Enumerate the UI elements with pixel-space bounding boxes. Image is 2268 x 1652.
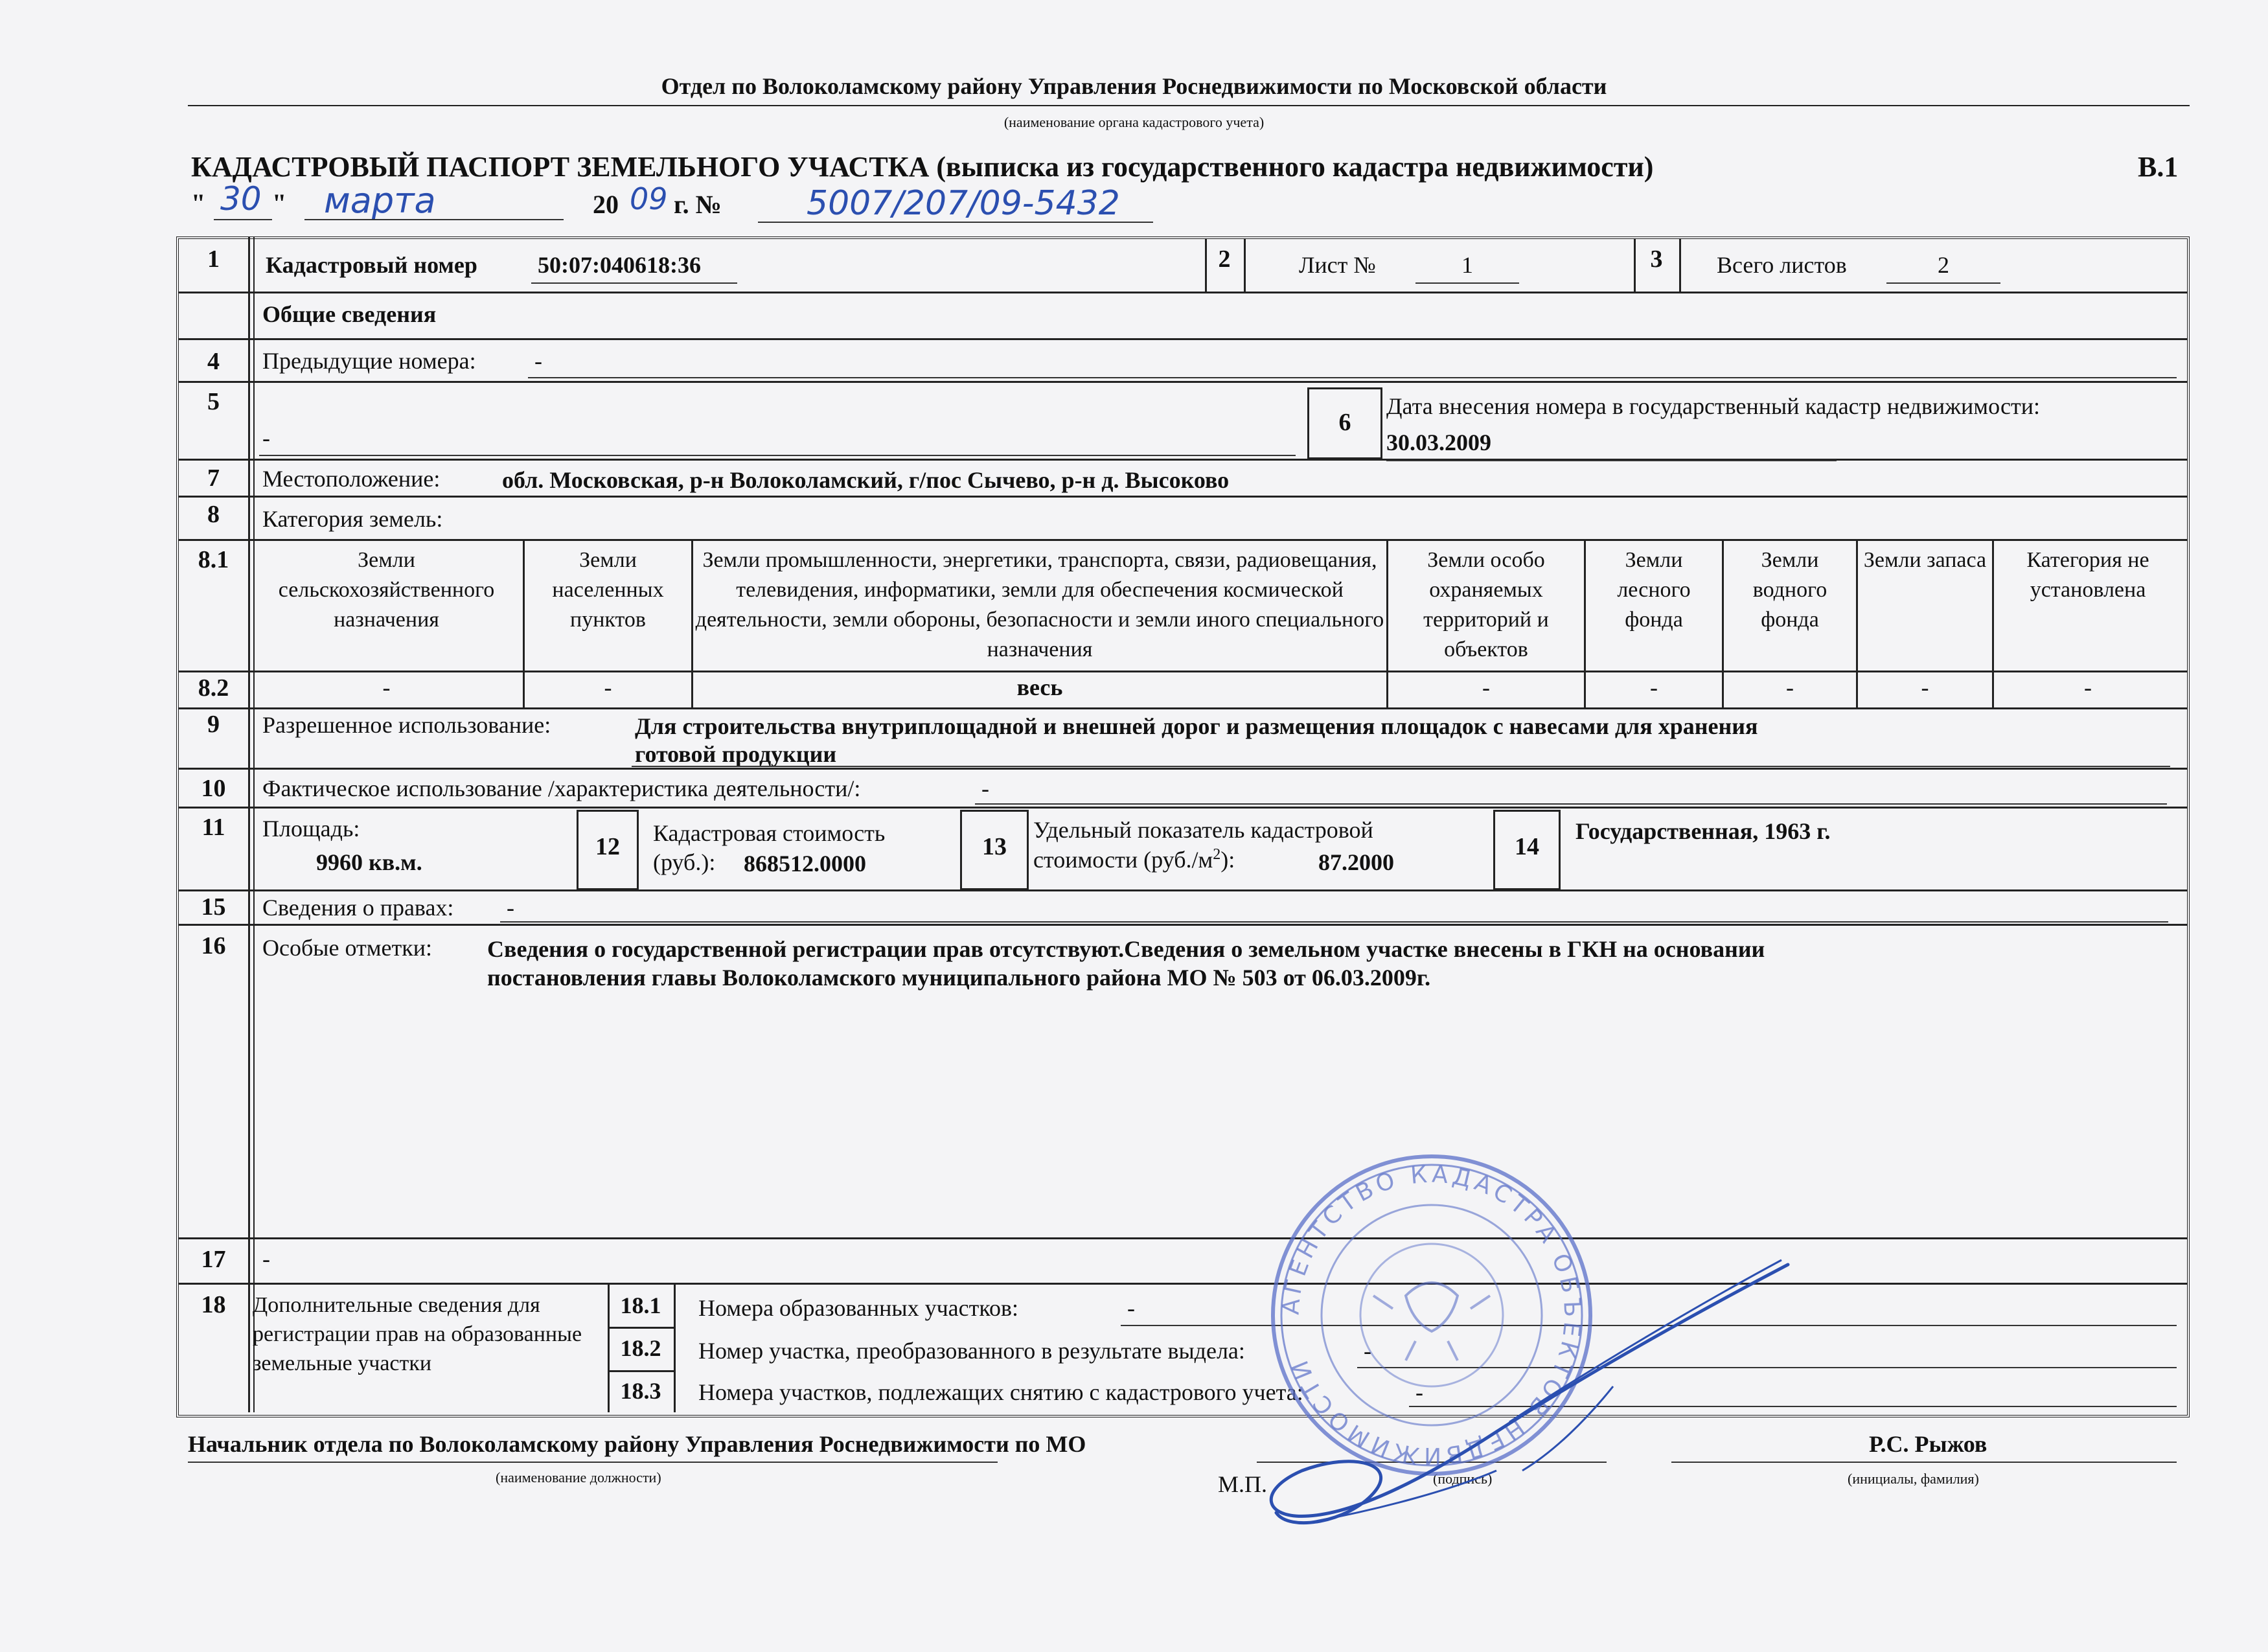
row-11-num: 11 xyxy=(201,814,225,841)
transformed-plot-value: - xyxy=(1364,1338,1371,1364)
row-8-num: 8 xyxy=(207,501,220,528)
row-4-num: 4 xyxy=(207,348,220,375)
category-water: Земли водного фонда xyxy=(1752,548,1827,632)
specific-value-label-1: Удельный показатель кадастровой xyxy=(1033,817,1373,843)
deregistered-plots-value: - xyxy=(1415,1379,1423,1405)
row-14-num: 14 xyxy=(1515,833,1539,860)
row-2-num: 2 xyxy=(1218,246,1231,273)
land-category-label: Категория земель: xyxy=(262,506,443,532)
category-protected: Земли особо охраняемых территорий и объектов xyxy=(1423,548,1549,661)
category-reserve: Земли запаса xyxy=(1863,548,1987,572)
date-year: 09 xyxy=(630,181,668,216)
document-title: КАДАСТРОВЫЙ ПАСПОРТ ЗЕМЕЛЬНОГО УЧАСТКА (выписка из государственного кадастра недвижимости) xyxy=(191,151,1654,183)
cadastral-value-label-2: (руб.): xyxy=(653,849,716,875)
value-not-set: - xyxy=(2084,674,2092,700)
cadastral-authority-name: Отдел по Волоколамскому району Управления Роснедвижимости по Московской области xyxy=(661,73,1607,99)
row-5-value: - xyxy=(262,425,270,451)
row-10-num: 10 xyxy=(201,775,226,802)
row-18-3-num: 18.3 xyxy=(620,1378,661,1404)
row-8-1-num: 8.1 xyxy=(198,546,229,573)
value-forest: - xyxy=(1650,674,1658,700)
row-8-2-num: 8.2 xyxy=(198,674,229,702)
date-month: марта xyxy=(324,180,436,221)
specific-value: 87.2000 xyxy=(1318,849,1394,875)
date-year-prefix: 20 xyxy=(593,190,619,219)
date-day: 30 xyxy=(220,180,262,218)
row-18-num: 18 xyxy=(201,1291,226,1318)
svg-text:АГЕНТСТВО КАДАСТРА ОБЪЕКТОВ НЕ: АГЕНТСТВО КАДАСТРА ОБЪЕКТОВ НЕДВИЖИМОСТИ xyxy=(1277,1161,1586,1469)
permitted-use-line-1: Для строительства внутриплощадной и внешней дорог и размещения площадок с навесами для хранения xyxy=(635,713,1758,739)
signature-icon xyxy=(1250,1257,1820,1555)
signatory-name: Р.С. Рыжов xyxy=(1869,1431,1987,1457)
row-16-num: 16 xyxy=(201,932,226,959)
category-settlements: Земли населенных пунктов xyxy=(552,548,664,632)
additional-info-label: Дополнительные сведения для регистрации прав на образованные земельные участки xyxy=(253,1293,582,1375)
permitted-use-label: Разрешенное использование: xyxy=(262,712,551,738)
row-18-2-num: 18.2 xyxy=(620,1335,661,1361)
actual-use-value: - xyxy=(981,775,989,801)
form-code: В.1 xyxy=(2138,151,2179,183)
row-13-num: 13 xyxy=(982,833,1007,860)
value-industrial: весь xyxy=(1016,674,1063,700)
cadastral-number-label: Кадастровый номер xyxy=(266,252,477,278)
date-close-quote: " xyxy=(272,189,287,218)
location-value: обл. Московская, р-н Волоколамский, г/пос Сычево, р-н д. Высоково xyxy=(502,467,1230,493)
row-17-num: 17 xyxy=(201,1246,226,1273)
sheet-number-value: 1 xyxy=(1461,252,1473,278)
row-7-num: 7 xyxy=(207,465,220,492)
special-notes-label: Особые отметки: xyxy=(262,935,432,961)
special-notes-line-2: постановления главы Волоколамского муниципального района МО № 503 от 06.03.2009г. xyxy=(487,965,1431,991)
formed-plots-value: - xyxy=(1127,1295,1135,1321)
previous-numbers-label: Предыдущие номера: xyxy=(262,348,476,374)
transformed-plot-label: Номер участка, преобразованного в результате выдела: xyxy=(698,1338,1245,1364)
value-water: - xyxy=(1786,674,1794,700)
total-sheets-value: 2 xyxy=(1938,252,1949,278)
specific-value-label-2: стоимости $(руб./м^2)$: xyxy=(1033,846,1235,873)
cadastral-value: 868512.0000 xyxy=(744,851,866,877)
special-notes-line-1: Сведения о государственной регистрации прав отсутствуют.Сведения о земельном участке внесены в ГКН на основании xyxy=(487,936,1765,962)
row-18-1-num: 18.1 xyxy=(620,1292,661,1318)
total-sheets-label: Всего листов xyxy=(1717,252,1847,278)
signature-caption: (подпись) xyxy=(1433,1471,1493,1487)
location-label: Местоположение: xyxy=(262,466,441,492)
category-forest: Земли лесного фонда xyxy=(1617,548,1691,632)
general-info-heading: Общие сведения xyxy=(262,301,437,327)
category-agricultural: Земли сельскохозяйственного назначения xyxy=(278,548,495,632)
actual-use-label: Фактическое использование /характеристика деятельности/: xyxy=(262,775,861,801)
row-3-num: 3 xyxy=(1650,246,1663,273)
area-label: Площадь: xyxy=(262,816,360,842)
authority-underline xyxy=(188,105,2190,106)
sheet-number-label: Лист № xyxy=(1299,252,1376,278)
authority-caption: (наименование органа кадастрового учета) xyxy=(1003,114,1265,130)
formed-plots-label: Номера образованных участков: xyxy=(698,1295,1019,1321)
value-protected: - xyxy=(1482,674,1490,700)
date-open-quote: " xyxy=(191,189,206,218)
row-6-num: 6 xyxy=(1338,409,1351,436)
row-1-num: 1 xyxy=(207,246,220,273)
position-caption: (наименование должности) xyxy=(496,1469,661,1486)
value-settlements: - xyxy=(604,674,612,700)
row-12-num: 12 xyxy=(595,833,620,860)
row-9-num: 9 xyxy=(207,711,220,738)
permitted-use-line-2: готовой продукции xyxy=(635,741,837,767)
category-not-set: Категория не установлена xyxy=(2026,548,2149,602)
passport-number: 5007/207/09-5432 xyxy=(807,184,1120,223)
area-value: 9960 кв.м. xyxy=(316,849,422,875)
value-agricultural: - xyxy=(382,674,391,700)
deregistered-plots-label: Номера участков, подлежащих снятию с кадастрового учета: xyxy=(698,1379,1303,1405)
category-industrial: Земли промышленности, энергетики, транспорта, связи, радиовещания, телевидения, информатики, земли для обеспечения космической деятельности, земли обороны, безопасности и земли иного специального назначения xyxy=(695,548,1384,661)
rights-label: Сведения о правах: xyxy=(262,895,454,921)
value-reserve: - xyxy=(1921,674,1929,700)
rights-value: - xyxy=(507,895,514,921)
stamp-place: М.П. xyxy=(1218,1471,1268,1497)
row-5-num: 5 xyxy=(207,388,220,415)
ownership-value: Государственная, 1963 г. xyxy=(1575,818,1831,844)
row-17-value: - xyxy=(262,1246,270,1272)
cadastral-number-value: 50:07:040618:36 xyxy=(538,252,701,278)
registration-date-value: 30.03.2009 xyxy=(1386,430,1491,455)
registration-date-label: Дата внесения номера в государственный кадастр недвижимости: xyxy=(1386,393,2040,419)
previous-numbers-value: - xyxy=(534,348,542,374)
cadastral-value-label-1: Кадастровая стоимость xyxy=(653,820,886,846)
date-number-label: г. № xyxy=(674,190,722,219)
row-15-num: 15 xyxy=(201,893,226,921)
signatory-position: Начальник отдела по Волоколамскому району Управления Роснедвижимости по МО xyxy=(188,1431,1086,1457)
name-caption: (инициалы, фамилия) xyxy=(1848,1471,1979,1487)
